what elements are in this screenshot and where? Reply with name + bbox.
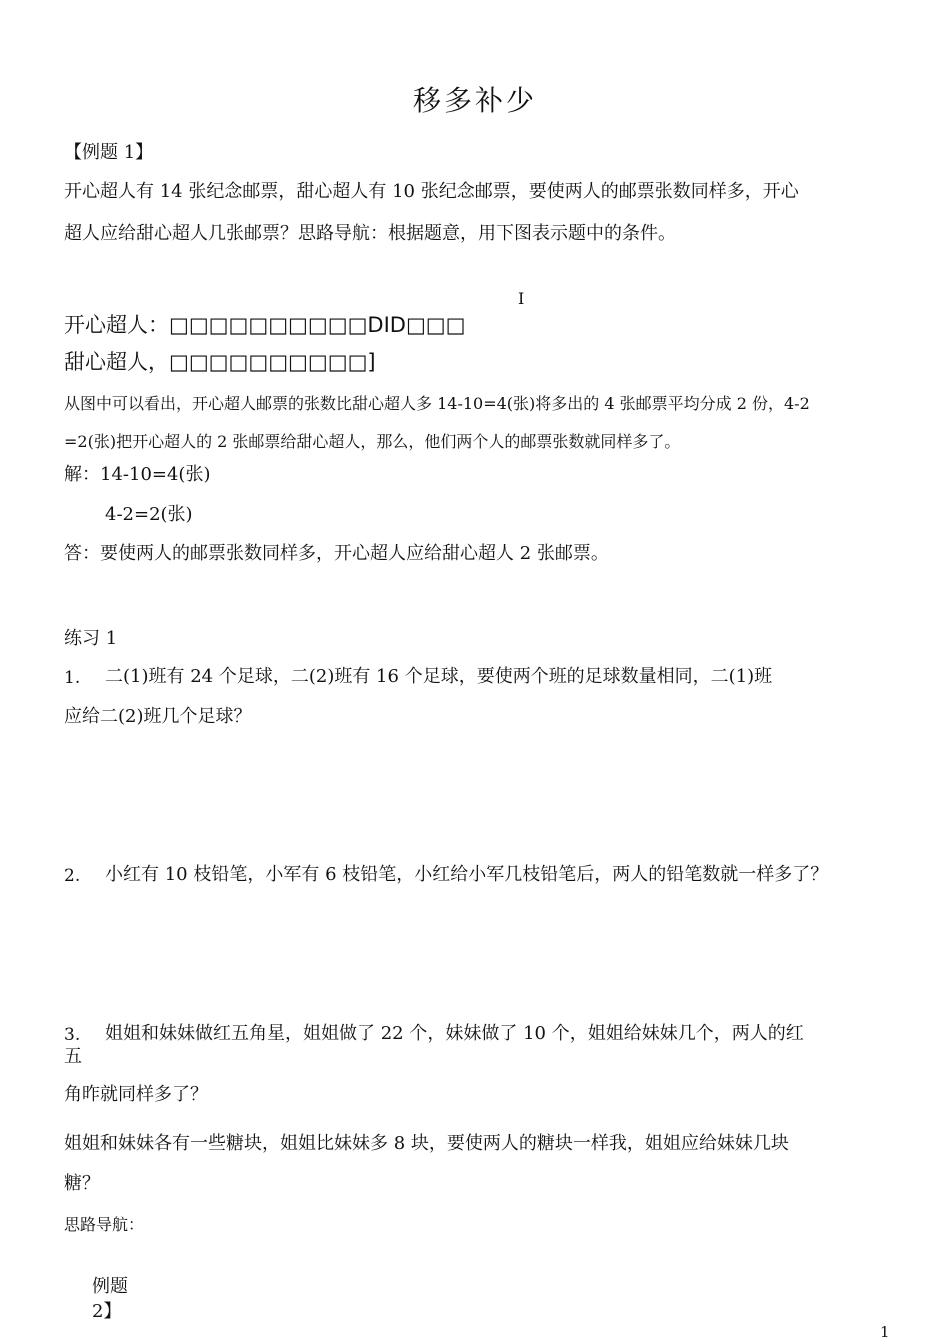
question2-line1: 小红有 10 枝铅笔，小军有 6 枝铅笔，小红给小军几枝铅笔后，两人的铅笔数就一样多了？: [105, 864, 829, 885]
analysis-line2: =2(张)把开心超人的 2 张邮票给甜心超人，那么，他们两个人的邮票张数就同样多了。: [64, 432, 681, 451]
answer-line: 答：要使两人的邮票张数同样多，开心超人应给甜心超人 2 张邮票。: [64, 543, 609, 564]
question3-line1: 姐姐和妹妹做红五角星，姐姐做了 22 个，妹妹做了 10 个，姐姐给妹妹几个，两人的红: [105, 1023, 804, 1044]
question2-number: 2.: [64, 866, 81, 886]
diagram-row-tianxin: 甜心超人，□□□□□□□□□□]: [64, 350, 376, 374]
question1-line2: 应给二(2)班几个足球？: [64, 706, 252, 727]
solution-line1: 解：14-10=4(张): [64, 464, 211, 485]
solution-line2: 4-2=2(张): [105, 504, 193, 525]
example1-heading: 【例题 1】: [64, 142, 154, 163]
page-number: 1: [880, 1323, 890, 1341]
analysis-line1: 从图中可以看出，开心超人邮票的张数比甜心超人多 14-10=4(张)将多出的 4 张邮票平均分成 2 份，4-2: [64, 394, 810, 413]
page-title: 移多补少: [412, 84, 537, 117]
example1-problem-line2: 超人应给甜心超人几张邮票？思路导航：根据题意，用下图表示题中的条件。: [64, 223, 676, 244]
example1-problem-line1: 开心超人有 14 张纪念邮票，甜心超人有 10 张纪念邮票，要使两人的邮票张数同样多，开心: [64, 181, 799, 202]
example2-problem-line2: 糖？: [64, 1173, 100, 1194]
question3-number: 3.: [64, 1025, 81, 1045]
practice1-heading: 练习 1: [64, 628, 118, 649]
example2-heading-line2: 2】: [92, 1301, 122, 1322]
diagram-row-kaixin: 开心超人：□□□□□□□□□□DID□□□: [64, 313, 466, 337]
stray-mark: I: [518, 289, 525, 308]
question3-line1-wrap: 五: [64, 1046, 82, 1067]
question1-line1: 二(1)班有 24 个足球，二(2)班有 16 个足球，要使两个班的足球数量相同，二(1)班: [105, 666, 773, 687]
example2-problem-line1: 姐姐和妹妹各有一些糖块，姐姐比妹妹多 8 块，要使两人的糖块一样我，姐姐应给妹妹几块: [64, 1133, 789, 1154]
example2-heading-line1: 例题: [92, 1276, 128, 1297]
example2-hint-label: 思路导航：: [64, 1215, 145, 1234]
question3-line2: 角昨就同样多了？: [64, 1084, 208, 1105]
question1-number: 1.: [64, 668, 81, 688]
